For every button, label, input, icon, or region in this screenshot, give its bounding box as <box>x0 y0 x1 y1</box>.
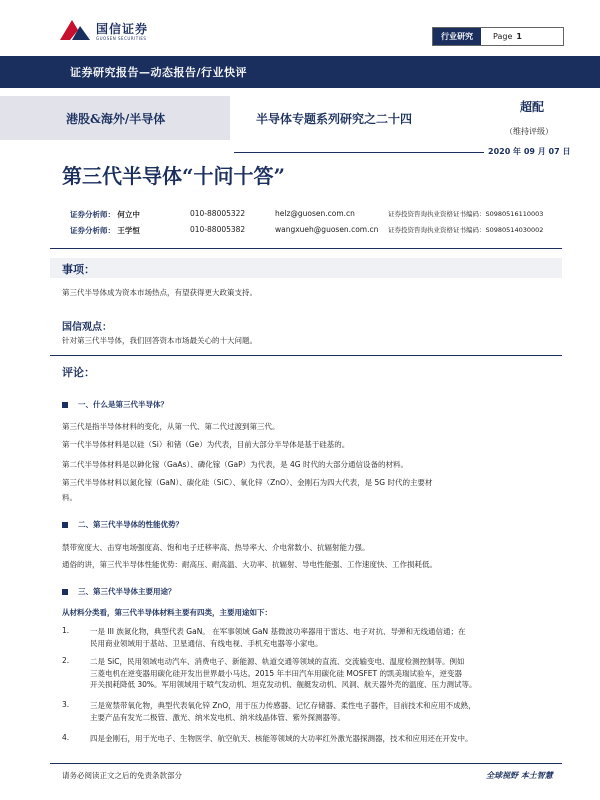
bullet-icon <box>62 522 68 528</box>
q1-line: 料。 <box>62 493 77 502</box>
q2-title: 二、第三代半导体的性能优势？ <box>78 520 183 529</box>
guosen-logo-icon <box>58 18 92 42</box>
q2-line: 通俗的讲，第三代半导体性能优势：耐高压、耐高温、大功率、抗辐射、导电性能强、工作速度快、工作损耗低。 <box>62 560 437 569</box>
bullet-icon <box>62 402 68 408</box>
date-rule <box>234 152 484 153</box>
q1-line: 第三代是指半导体材料的变化，从第一代、第二代过渡到第三代。 <box>62 422 280 431</box>
list-item: 三是宽禁带氧化物，典型代表氧化锌 ZnO，用于压力传感器、记忆存储器、柔性电子器件，目前技术和应用不成熟， 主要产品有发光二极管、激光、纳米发电机、纳米线晶体管、紫外探测器等。 <box>90 701 476 722</box>
header-meta <box>432 27 564 46</box>
list-item: 四是金刚石，用于光电子、生物医学、航空航天、核能等领域的大功率红外激光器探测器，技术和应用还在开发中。 <box>90 734 473 743</box>
footer-rule <box>50 763 562 764</box>
page-title: 第三代半导体“十问十答” <box>62 164 286 188</box>
analyst-license: 证券投资咨询执业资格证书编码：S0980516110003 <box>388 210 544 218</box>
item-number: 2. <box>62 656 70 665</box>
footer-disclaimer: 请务必阅读正文之后的免责条款部分 <box>62 771 182 780</box>
sector-label: 港股&海外/半导体 <box>66 112 166 126</box>
event-heading: 事项： <box>62 263 95 276</box>
q1-line: 第三代半导体材料以氮化镓（GaN）、碳化硅（SiC）、氧化锌（ZnO）、金刚石为四大代表，是 5G 时代的主要材 <box>62 478 433 487</box>
report-date: 2020 年 09 月 07 日 <box>488 147 571 156</box>
view-text: 针对第三代半导体，我们回答资本市场最关心的十大问题。 <box>62 336 257 345</box>
comment-heading: 评论： <box>62 366 95 379</box>
page-indicator: Page 1 <box>493 32 522 41</box>
event-heading-bg <box>50 258 562 278</box>
banner-text: 证券研究报告—动态报告/行业快评 <box>70 66 248 79</box>
item-number: 4. <box>62 733 70 742</box>
analyst-email[interactable]: helz@guosen.com.cn <box>275 209 355 218</box>
item-number: 1. <box>62 626 70 635</box>
rating-note: （维持评级） <box>505 127 553 136</box>
analyst-phone: 010-88005322 <box>190 209 246 218</box>
bullet-icon <box>62 589 68 595</box>
q3-intro: 从材料分类看，第三代半导体材料主要有四类，主要用途如下： <box>62 608 272 617</box>
view-heading: 国信观点： <box>62 322 112 333</box>
item-number: 3. <box>62 700 70 709</box>
report-type: 行业研究 <box>433 28 481 45</box>
q2-line: 禁带宽度大、击穿电场强度高、饱和电子迁移率高、热导率大、介电常数小、抗辐射能力强。 <box>62 543 370 552</box>
event-text: 第三代半导体成为资本市场热点，有望获得更大政策支持。 <box>62 288 257 297</box>
analyst-row: 证券分析师： 何立中 <box>70 210 140 219</box>
q1-line: 第一代半导体材料是以硅（Si）和锗（Ge）为代表，目前大部分半导体是基于硅基的。 <box>62 440 350 449</box>
company-name-en: GUOSEN SECURITIES <box>96 36 147 41</box>
divider <box>50 355 562 356</box>
q3-title: 三、第三代半导体主要用途？ <box>78 587 176 596</box>
analyst-row: 证券分析师： 王学恒 <box>70 226 140 235</box>
rating: 超配 <box>520 100 545 114</box>
analyst-email[interactable]: wangxueh@guosen.com.cn <box>275 225 379 234</box>
footer-slogan: 全球视野 本土智慧 <box>486 771 553 780</box>
q1-title: 一、什么是第三代半导体？ <box>78 400 168 409</box>
divider <box>50 248 562 249</box>
series-title: 半导体专题系列研究之二十四 <box>256 112 413 126</box>
company-name: 国信证券 <box>96 22 149 36</box>
analyst-phone: 010-88005382 <box>190 225 246 234</box>
list-item: 二是 SiC，民用领域电动汽车、消费电子、新能源、轨道交通等领域的直流、交流输变电、温度检测控制等。例如 三菱电机在逆变器用碳化硅开发出世界最小马达。2015 年丰田汽车用碳化硅 MOSFET 的凯美瑞试验车，逆变器 开关损耗降低 30%。军用领域用于喷气发动机、坦克发动机、舰艇发动机、风洞、航天器外壳的温度、压力测试等。 <box>90 657 477 689</box>
q1-line: 第二代半导体材料是以砷化镓（GaAs）、磷化镓（GaP）为代表，是 4G 时代的大部分通信设备的材料。 <box>62 460 408 469</box>
list-item: 一是 III 族氮化物，典型代表 GaN。 在军事领域 GaN 基微波功率器用于雷达、电子对抗、导弹和无线通信通；在 民用商业领域用于基站、卫星通信、有线电视、手机充电器等小家电。 <box>90 627 466 648</box>
analyst-license: 证券投资咨询执业资格证书编码：S0980514030002 <box>388 226 544 234</box>
